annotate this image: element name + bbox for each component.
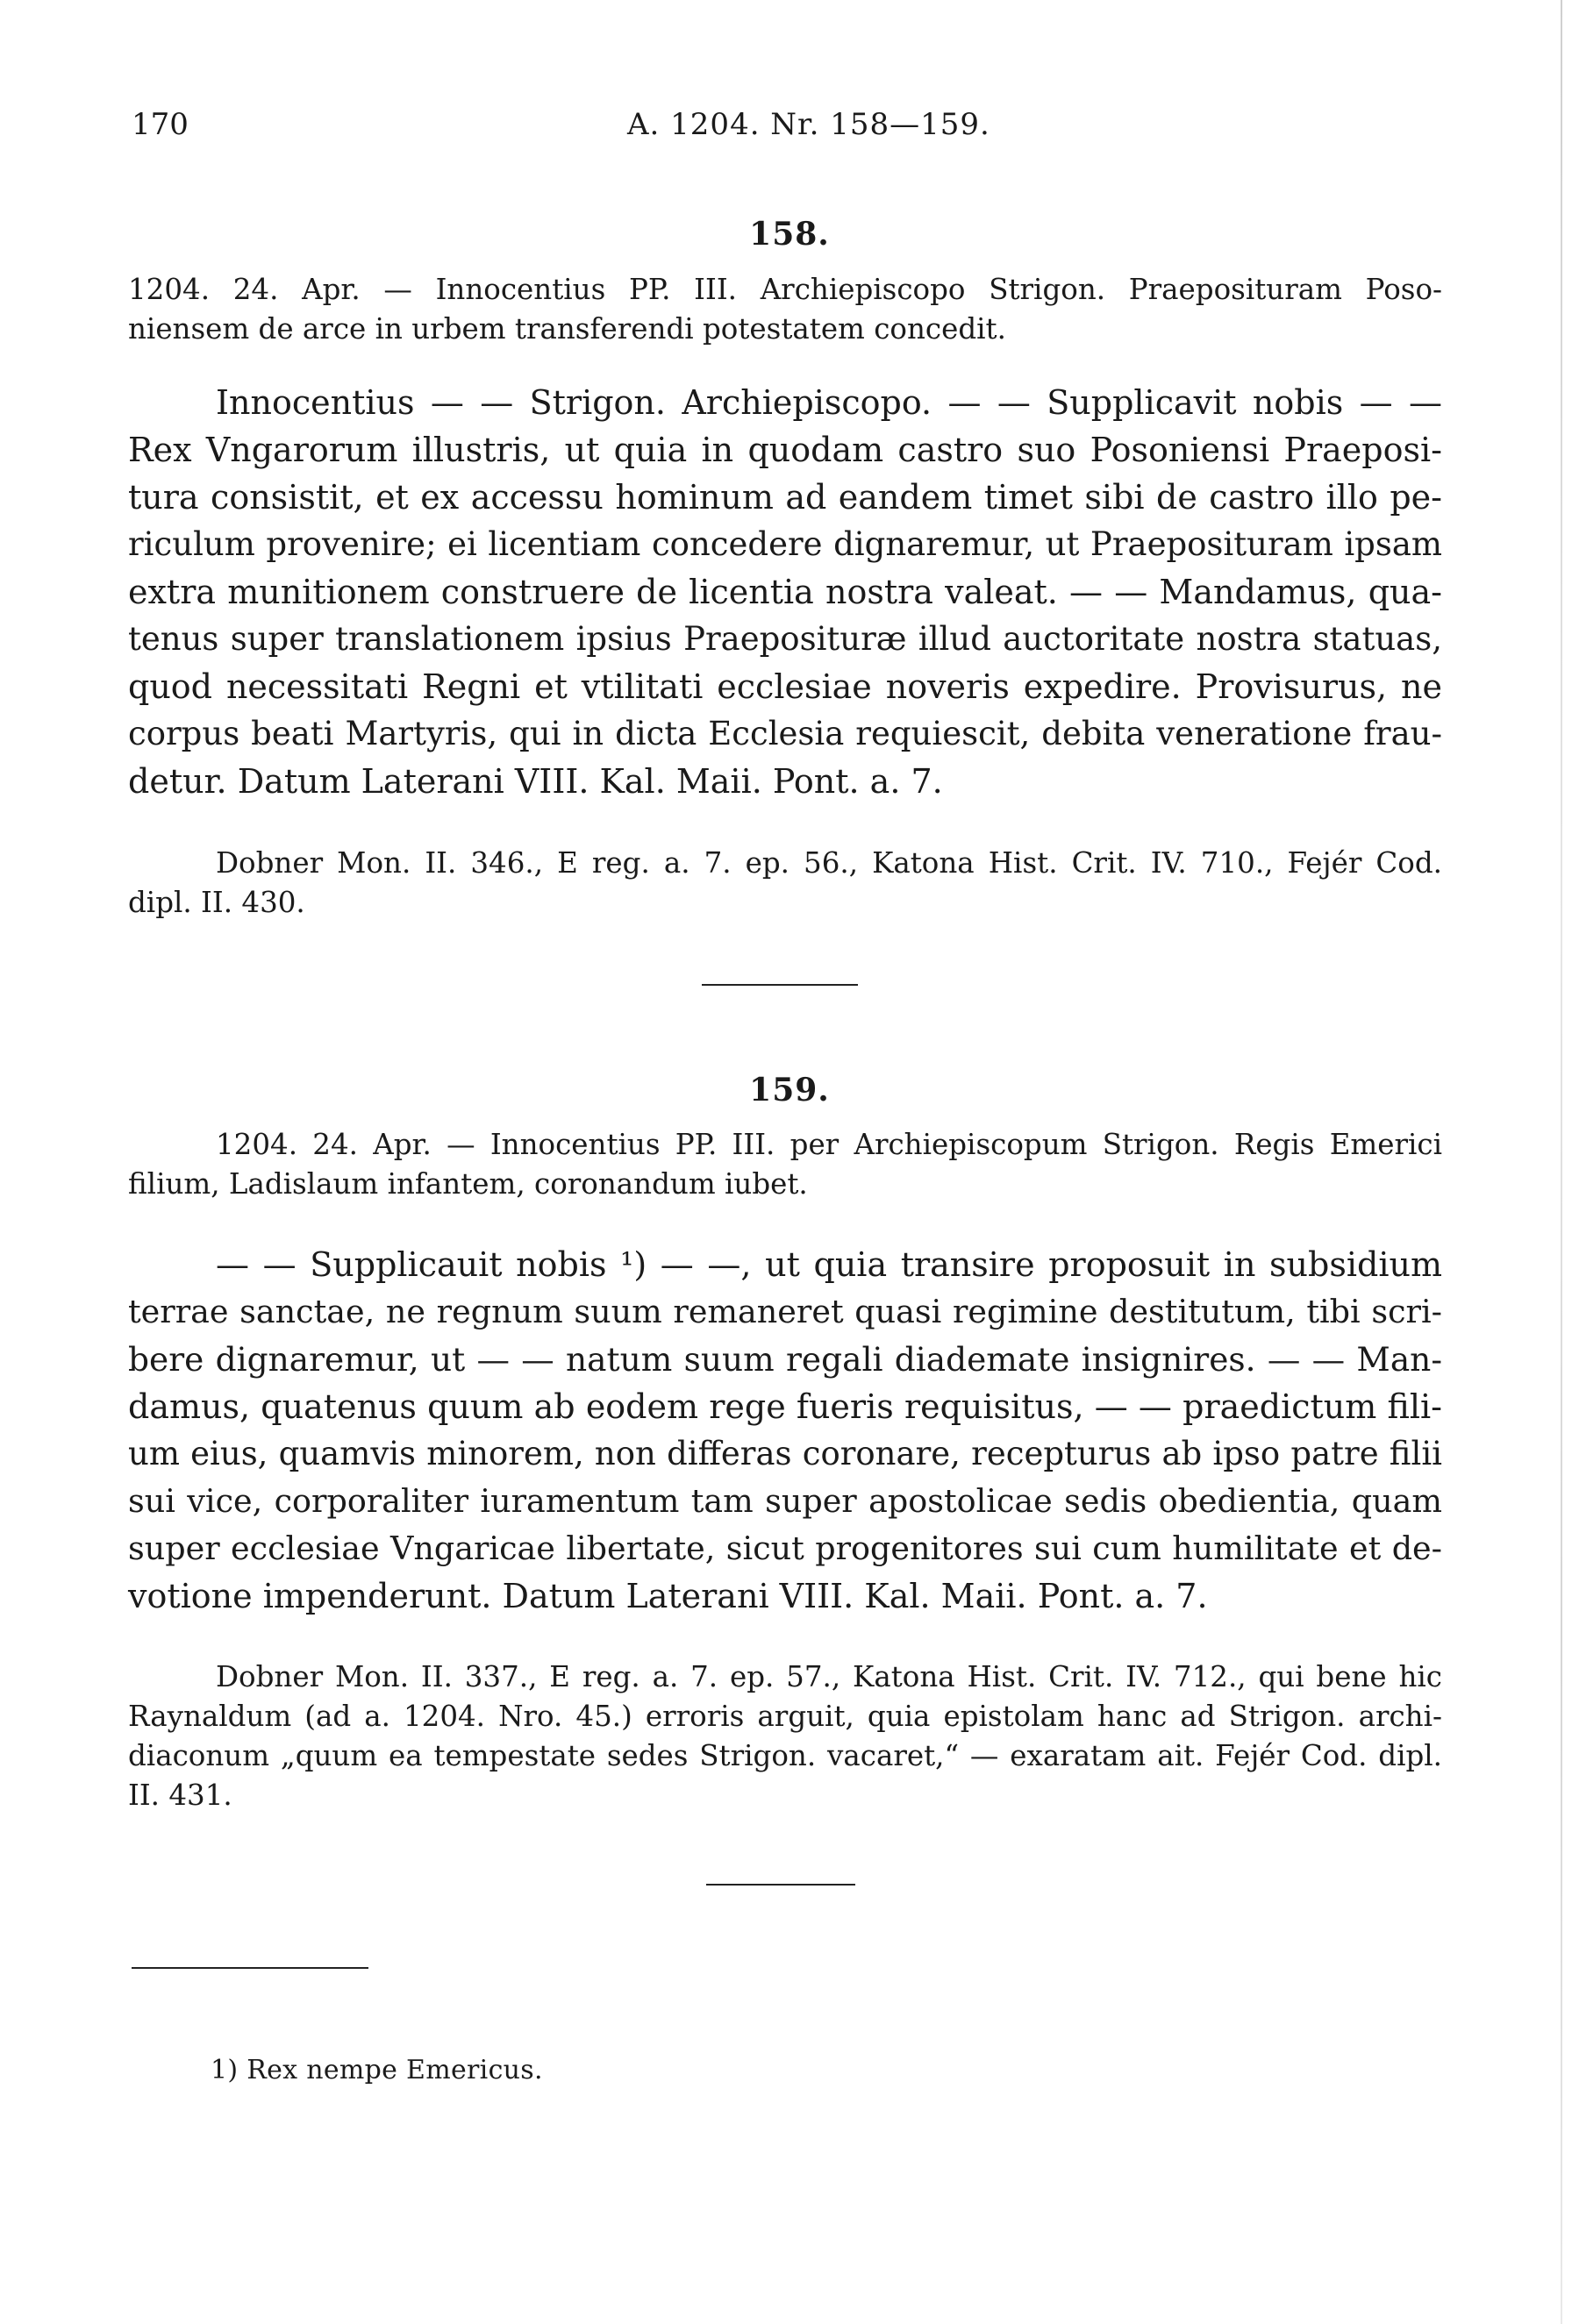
text-line: detur. Datum Laterani VIII. Kal. Maii. Pont. a. 7.: [128, 762, 943, 801]
reference-line: II. 431.: [128, 1779, 232, 1812]
summary-line: 1204. 24. Apr. — Innocentius PP. III. Archiepiscopo Strigon. Praeposituram Poso-: [128, 273, 1442, 306]
text-line: Innocentius — — Strigon. Archiepiscopo. — — Supplicavit nobis — —: [216, 383, 1442, 422]
text-line: damus, quatenus quum ab eodem rege fueris requisitus, — — praedictum fili-: [128, 1387, 1442, 1426]
text-line: sui vice, corporaliter iuramentum tam super apostolicae sedis obedientia, quam: [128, 1482, 1442, 1520]
text-line: tura consistit, et ex accessu hominum ad eandem timet sibi de castro illo pe-: [128, 478, 1442, 517]
text-line: — — Supplicauit nobis ¹) — —, ut quia transire proposuit in subsidium: [216, 1245, 1442, 1284]
text-line: super ecclesiae Vngaricae libertate, sicut progenitores sui cum humilitate et de-: [128, 1529, 1442, 1567]
footnote: 1) Rex nempe Emericus.: [211, 2055, 543, 2085]
reference-line: Dobner Mon. II. 337., E reg. a. 7. ep. 57., Katona Hist. Crit. IV. 712., qui bene hic: [216, 1660, 1442, 1693]
entry-158-references: [128, 844, 1442, 883]
text-line: votione impenderunt. Datum Laterani VIII. Kal. Maii. Pont. a. 7.: [128, 1577, 1208, 1615]
text-line: bere dignaremur, ut — — natum suum regali diademate insignires. — — Man-: [128, 1340, 1442, 1379]
entry-159-summary: [128, 1125, 1442, 1204]
page-number: 170: [132, 107, 189, 142]
entry-158-references-cont: [128, 883, 1442, 923]
reference-line: dipl. II. 430.: [128, 886, 305, 919]
entry-158-text: [128, 379, 1442, 805]
text-line: Rex Vngarorum illustris, ut quia in quodam castro suo Posoniensi Praeposi-: [128, 431, 1442, 469]
entry-159-text: [128, 1241, 1442, 1620]
entry-number-158: 158.: [749, 216, 830, 253]
entry-number-159: 159.: [749, 1072, 830, 1109]
running-head: A. 1204. Nr. 158—159.: [627, 107, 990, 142]
entry-158-summary: [128, 270, 1442, 349]
text-line: terrae sanctae, ne regnum suum remaneret quasi regimine destitutum, tibi scri-: [128, 1293, 1442, 1330]
scan-edge-shadow: [1561, 0, 1562, 2324]
page-header: [0, 107, 1579, 151]
reference-line: diaconum „quum ea tempestate sedes Strigon. vacaret,“ — exaratam ait. Fejér Cod. dipl.: [128, 1739, 1442, 1772]
reference-line: Raynaldum (ad a. 1204. Nro. 45.) erroris arguit, quia epistolam hanc ad Strigon. archi-: [128, 1700, 1442, 1733]
text-line: quod necessitati Regni et vtilitati ecclesiae noveris expedire. Provisurus, ne: [128, 667, 1442, 706]
summary-line: niensem de arce in urbem transferendi potestatem concedit.: [128, 312, 1006, 346]
reference-line: Dobner Mon. II. 346., E reg. a. 7. ep. 56., Katona Hist. Crit. IV. 710., Fejér Cod.: [216, 846, 1442, 880]
section-divider: [706, 1884, 855, 1886]
section-divider: [702, 984, 858, 986]
summary-line: filium, Ladislaum infantem, coronandum iubet.: [128, 1167, 808, 1201]
text-line: extra munitionem construere de licentia nostra valeat. — — Mandamus, qua-: [128, 573, 1442, 611]
text-line: um eius, quamvis minorem, non differas coronare, recepturus ab ipso patre filii: [128, 1435, 1442, 1472]
footnote-rule: [132, 1967, 368, 1969]
text-line: corpus beati Martyris, qui in dicta Ecclesia requiescit, debita veneratione frau-: [128, 715, 1442, 752]
text-line: riculum provenire; ei licentiam concedere dignaremur, ut Praeposituram ipsam: [128, 525, 1442, 563]
text-line: tenus super translationem ipsius Praeposituræ illud auctoritate nostra statuas,: [128, 620, 1442, 658]
entry-159-references: [128, 1657, 1442, 1815]
summary-line: 1204. 24. Apr. — Innocentius PP. III. per Archiepiscopum Strigon. Regis Emerici: [216, 1128, 1442, 1161]
